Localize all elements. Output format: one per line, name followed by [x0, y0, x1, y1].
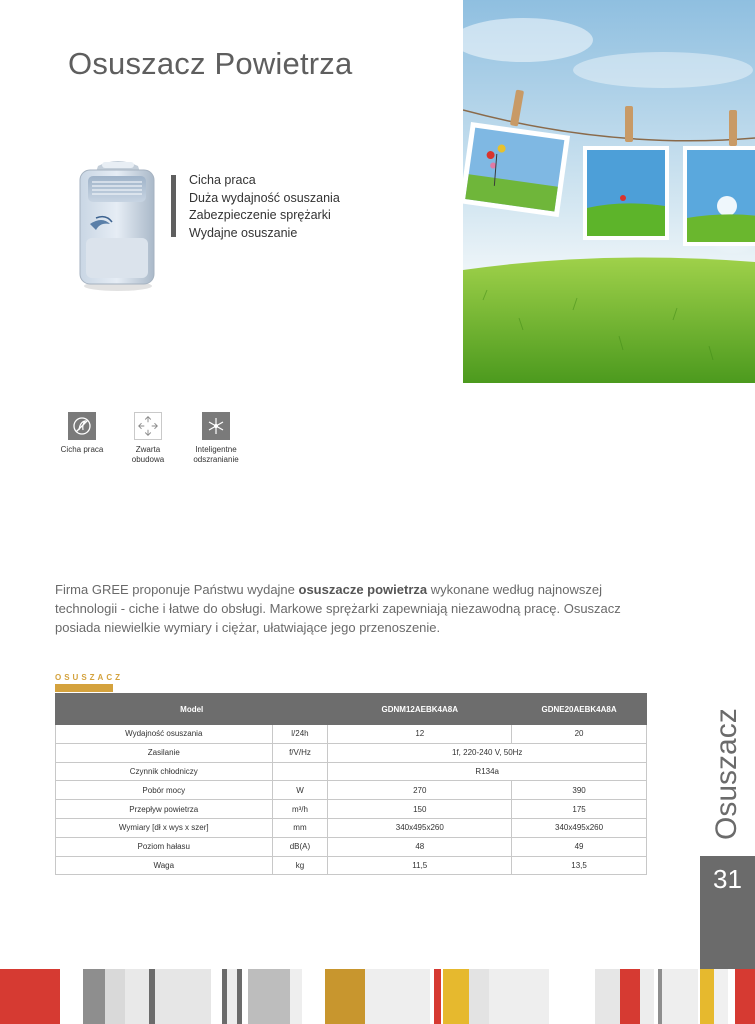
- icon-label: Zwarta: [135, 445, 161, 454]
- description-bold: osuszacze powietrza: [298, 582, 428, 597]
- unit-cell: f/V/Hz: [272, 743, 328, 762]
- unit-cell: m³/h: [272, 800, 328, 819]
- dehumidifier-image: [76, 158, 160, 292]
- value-cell: 150: [328, 800, 512, 819]
- merged-value-cell: 1f, 220-240 V, 50Hz: [328, 743, 647, 762]
- section-label: OSUSZACZ: [55, 673, 123, 682]
- value-cell: 48: [328, 837, 512, 856]
- value-cell: 270: [328, 781, 512, 800]
- feature-item: Wydajne osuszanie: [189, 225, 298, 240]
- param-cell: Poziom hałasu: [56, 837, 273, 856]
- feature-icon-item: [186, 412, 246, 464]
- header-model: Model: [56, 694, 328, 725]
- description-paragraph: [55, 580, 655, 637]
- table-row: [56, 762, 647, 781]
- page-number: 31: [713, 864, 742, 894]
- features-list: [189, 172, 340, 242]
- header-model-1: GDNM12AEBK4A8A: [328, 694, 512, 725]
- table-row: [56, 725, 647, 744]
- page-title: Osuszacz Powietrza: [68, 46, 353, 81]
- icon-label: odszranianie: [193, 454, 239, 464]
- param-cell: Czynnik chłodniczy: [56, 762, 273, 781]
- value-cell: 13,5: [512, 856, 647, 875]
- param-cell: Przepływ powietrza: [56, 800, 273, 819]
- compact-icon: [134, 412, 162, 440]
- param-cell: Waga: [56, 856, 273, 875]
- feature-item: Zabezpieczenie sprężarki: [189, 208, 331, 222]
- defrost-icon: [202, 412, 230, 440]
- param-cell: Pobór mocy: [56, 781, 273, 800]
- table-row: [56, 856, 647, 875]
- unit-cell: kg: [272, 856, 328, 875]
- merged-value-cell: R134a: [328, 762, 647, 781]
- param-cell: Zasilanie: [56, 743, 273, 762]
- param-cell: Wydajność osuszania: [56, 725, 273, 744]
- feature-icon-item: [52, 412, 112, 455]
- section-underline: [55, 684, 113, 692]
- param-cell: Wymiary [dł x wys x szer]: [56, 818, 273, 837]
- page-number-box: [700, 856, 755, 969]
- value-cell: 20: [512, 725, 647, 744]
- value-cell: 390: [512, 781, 647, 800]
- feature-item: Duża wydajność osuszania: [189, 190, 340, 205]
- table-header-row: [56, 694, 647, 725]
- icon-label: obudowa: [131, 454, 165, 464]
- value-cell: 340x495x260: [512, 818, 647, 837]
- decorative-stripe-band: [0, 969, 755, 1024]
- table-row: [56, 743, 647, 762]
- icon-label: Inteligentne: [195, 445, 237, 454]
- table-row: [56, 781, 647, 800]
- description-text: Firma GREE proponuje Państwu wydajne: [55, 582, 299, 597]
- spec-table: [55, 693, 647, 875]
- unit-cell: [272, 762, 328, 781]
- feature-item: Cicha praca: [189, 173, 256, 187]
- unit-cell: mm: [272, 818, 328, 837]
- value-cell: 12: [328, 725, 512, 744]
- value-cell: 175: [512, 800, 647, 819]
- header-model-2: GDNE20AEBK4A8A: [512, 694, 647, 725]
- quiet-icon: [68, 412, 96, 440]
- unit-cell: W: [272, 781, 328, 800]
- table-row: [56, 818, 647, 837]
- description-text: wykonane według najnowszej technologii - ciche i łatwe do obsługi. Markowe sprężarki zapewniają niezawodną pracę. Osuszacz posiada niewielkie wymiary i ciężar, ułatwiające jego przenoszenie.: [55, 582, 621, 635]
- unit-cell: l/24h: [272, 725, 328, 744]
- side-label-text: Osuszacz: [710, 708, 743, 840]
- hero-photo: [463, 0, 755, 383]
- features-accent-bar: [171, 175, 176, 237]
- table-row: [56, 837, 647, 856]
- value-cell: 49: [512, 837, 647, 856]
- value-cell: 340x495x260: [328, 818, 512, 837]
- table-row: [56, 800, 647, 819]
- value-cell: 11,5: [328, 856, 512, 875]
- feature-icon-item: [118, 412, 178, 464]
- icon-label: Cicha praca: [60, 445, 104, 454]
- side-label: [698, 700, 748, 840]
- unit-cell: dB(A): [272, 837, 328, 856]
